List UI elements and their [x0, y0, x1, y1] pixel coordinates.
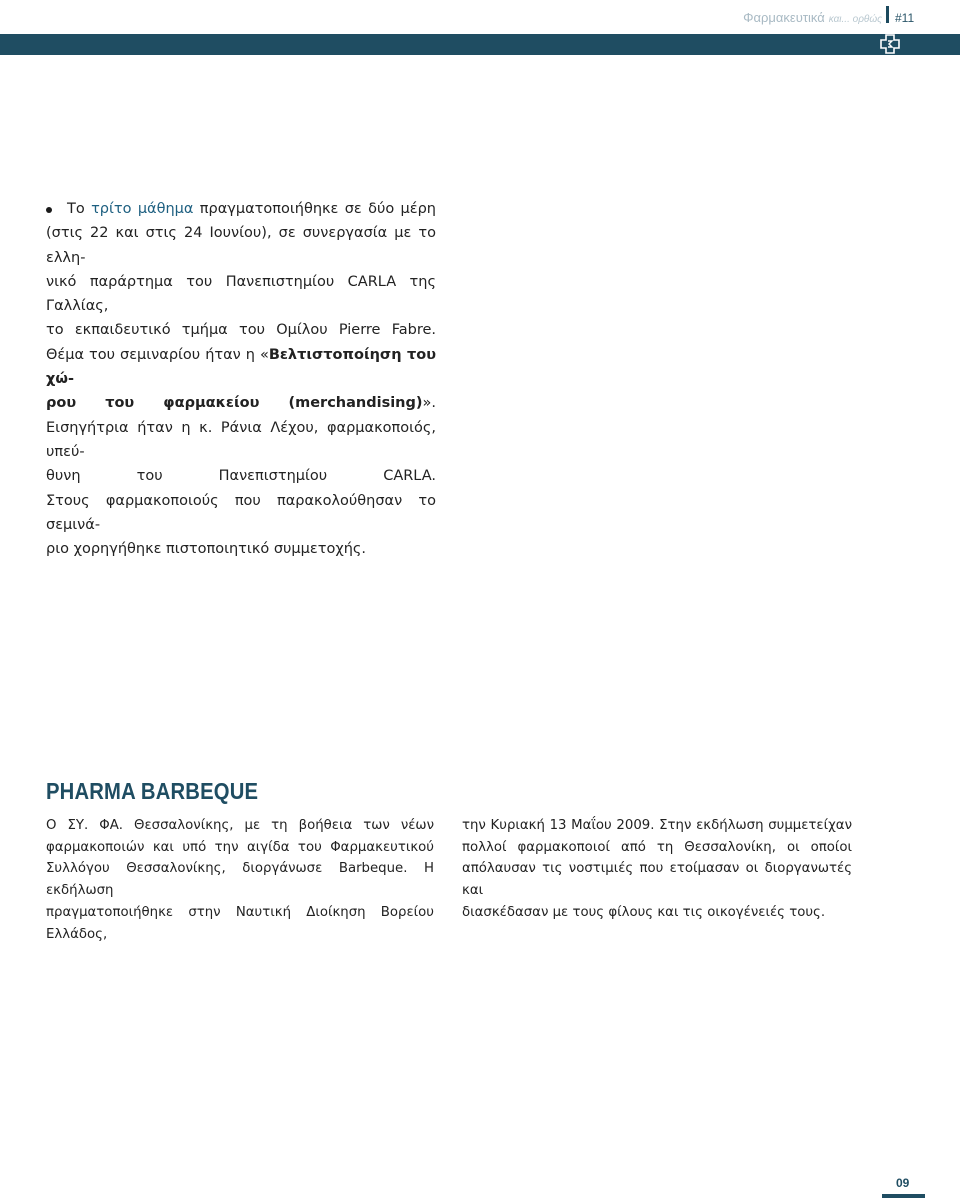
column-line: την Κυριακή 13 Μαΐου 2009. Στην εκδήλωση συμμετείχαν	[462, 818, 852, 833]
article-column-left	[46, 815, 434, 945]
seminar-topic: Βελτιστοποίηση του χώ-	[46, 346, 436, 388]
pharmacy-cross-icon	[878, 32, 902, 56]
column-line: φαρμακοποιών και υπό την αιγίδα του Φαρμακευτικού	[46, 839, 434, 855]
page-number: 09	[896, 1176, 910, 1190]
bullet-point-icon	[46, 207, 52, 213]
highlighted-term: τρίτο μάθημα	[91, 201, 194, 217]
section-header	[743, 10, 882, 25]
header-band	[0, 34, 960, 55]
column-line: Ο ΣΥ. ΦΑ. Θεσσαλονίκης, με τη βοήθεια των νέων	[46, 818, 434, 833]
column-line: Συλλόγου Θεσσαλονίκης, διοργάνωσε Barbeque. Η εκδήλωση	[46, 861, 434, 899]
issue-number: #11	[895, 11, 915, 25]
paragraph-line: ρου του φαρμακείου (merchandising)».	[46, 395, 436, 412]
column-line: πραγματοποιήθηκε στην Ναυτική Διοίκηση Βορείου Ελλάδος,	[46, 904, 434, 942]
paragraph-line: Στους φαρμακοποιούς που παρακολούθησαν το σεμινά-	[46, 492, 436, 533]
seminar-bullet	[46, 197, 436, 561]
paragraph-line: το εκπαιδευτικό τμήμα του Ομίλου Pierre Fabre.	[46, 322, 436, 339]
column-line: διασκέδασαν με τους φίλους και τις οικογένειές τους.	[462, 904, 826, 920]
article-title: PHARMA BARBEQUE	[46, 778, 259, 804]
section-subtitle: και... ορθώς	[828, 14, 882, 25]
header-divider	[886, 6, 889, 23]
paragraph-line: νικό παράρτημα του Πανεπιστημίου CARLA της Γαλλίας,	[46, 273, 436, 315]
page-number-rule	[882, 1194, 925, 1198]
article-column-right	[462, 815, 852, 924]
section-title: Φαρμακευτικά	[743, 10, 825, 25]
column-line: απόλαυσαν τις νοστιμιές που ετοίμασαν οι διοργανωτές και	[462, 861, 852, 899]
seminar-topic: ρου του φαρμακείου (merchandising)	[46, 395, 423, 412]
paragraph-line: Το τρίτο μάθημα πραγματοποιήθηκε σε δύο μέρη	[67, 201, 436, 217]
paragraph-line: Θέμα του σεμιναρίου ήταν η «Βελτιστοποίηση του χώ-	[46, 346, 436, 388]
paragraph-line: (στις 22 και στις 24 Ιουνίου), σε συνεργασία με το ελλη-	[46, 225, 436, 266]
paragraph-line: ριο χορηγήθηκε πιστοποιητικό συμμετοχής.	[46, 541, 366, 558]
paragraph-line: θυνη του Πανεπιστημίου CARLA.	[46, 468, 436, 485]
paragraph-line: Εισηγήτρια ήταν η κ. Ράνια Λέχου, φαρμακοποιός, υπεύ-	[46, 419, 436, 460]
column-line: πολλοί φαρμακοποιοί από τη Θεσσαλονίκη, οι οποίοι	[462, 839, 852, 855]
